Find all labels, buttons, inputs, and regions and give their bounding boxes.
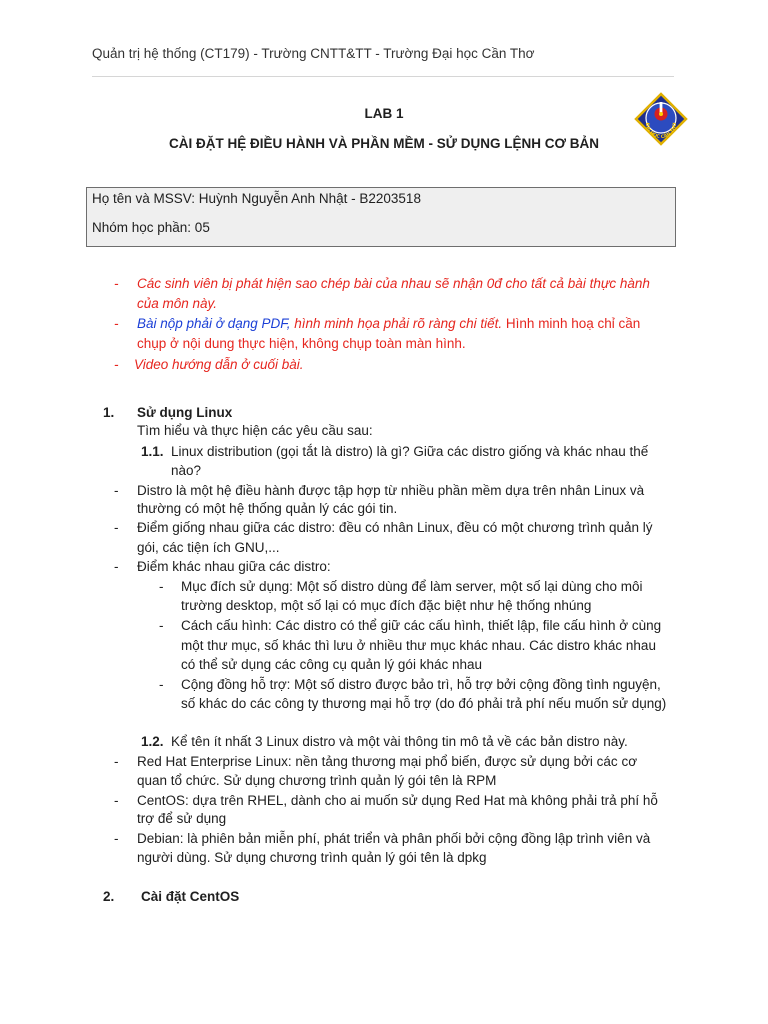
- bullet: -: [114, 831, 119, 846]
- bullet: -: [114, 483, 119, 498]
- header-divider: [92, 76, 674, 77]
- bullet: -: [114, 559, 119, 574]
- sub-bullet: -: [159, 579, 164, 594]
- sub-2-line-3: có thể sử dụng các công cụ quản lý gói khác nhau: [181, 657, 482, 672]
- question-1-1-line-2: nào?: [171, 463, 202, 478]
- answer-2-line-1: Điểm giống nhau giữa các distro: đều có nhân Linux, đều có một chương trình quản lý: [137, 520, 653, 535]
- question-1-2-number: 1.2.: [141, 734, 164, 749]
- distro-1-line-1: Red Hat Enterprise Linux: nền tảng thương mại phổ biến, được sử dụng bởi các cơ: [137, 754, 638, 769]
- lab-title: LAB 1: [364, 106, 404, 121]
- distro-2-line-1: CentOS: dựa trên RHEL, dành cho ai muốn sử dụng Red Hat mà không phải trả phí hỗ: [137, 793, 658, 808]
- answer-1-line-1: Distro là một hệ điều hành được tập hợp từ nhiều phần mềm dựa trên nhân Linux và: [137, 483, 645, 498]
- note-bullet: -: [114, 357, 119, 372]
- answer-3: Điểm khác nhau giữa các distro:: [137, 559, 331, 574]
- sub-2-line-1: Cách cấu hình: Các distro có thể giữ các cấu hình, thiết lập, file cấu hình ở cùng: [181, 618, 662, 633]
- answer-2-line-2: gói, các tiện ích GNU,...: [137, 540, 280, 555]
- question-1-1-line-1: Linux distribution (gọi tắt là distro) là gì? Giữa các distro giống và khác nhau thế: [171, 444, 649, 459]
- lab-subtitle: CÀI ĐẶT HỆ ĐIỀU HÀNH VÀ PHẦN MỀM - SỬ DỤNG LỆNH CƠ BẢN: [169, 136, 599, 151]
- question-1-2: Kể tên ít nhất 3 Linux distro và một vài thông tin mô tả về các bản distro này.: [171, 734, 628, 749]
- student-name: Họ tên và MSSV: Huỳnh Nguyễn Anh Nhật - B2203518: [92, 191, 421, 206]
- note-2-clarity: hình minh họa phải rõ ràng chi tiết.: [290, 316, 503, 331]
- section-2-title: Cài đặt CentOS: [141, 889, 240, 904]
- note-1-line-2: của môn này.: [137, 296, 218, 311]
- note-2-pdf: Bài nộp phải ở dạng PDF,: [137, 316, 291, 331]
- note-2-rest: Hình minh hoạ chỉ cần: [502, 316, 641, 331]
- note-2-line-2: chụp ở nội dung thực hiện, không chụp toàn màn hình.: [137, 336, 466, 351]
- student-info-box: [86, 187, 676, 247]
- sub-bullet: -: [159, 618, 164, 633]
- note-2-line-1: [137, 314, 640, 334]
- section-1-number: 1.: [103, 405, 115, 420]
- note-bullet: -: [114, 276, 119, 291]
- sub-3-line-1: Cộng đồng hỗ trợ: Một số distro được bảo trì, hỗ trợ bởi cộng đồng tình nguyện,: [181, 677, 661, 692]
- bullet: -: [114, 793, 119, 808]
- student-group: Nhóm học phần: 05: [92, 220, 210, 235]
- note-3: Video hướng dẫn ở cuối bài.: [134, 357, 304, 372]
- answer-1-line-2: thường có một hệ thống quản lý các gói tin.: [137, 501, 398, 516]
- note-1-line-1: Các sinh viên bị phát hiện sao chép bài của nhau sẽ nhận 0đ cho tất cả bài thực hành: [137, 276, 650, 291]
- sub-1-line-2: trường desktop, một số lại có mục đích đặc biệt như hệ thống nhúng: [181, 598, 592, 613]
- question-1-1-number: 1.1.: [141, 444, 164, 459]
- sub-2-line-2: một thư mục, số khác thì lưu ở nhiều thư mục khác nhau. Các distro khác nhau: [181, 638, 656, 653]
- sub-bullet: -: [159, 677, 164, 692]
- distro-3-line-2: người dùng. Sử dụng chương trình quản lý gói tên là dpkg: [137, 850, 487, 865]
- sub-1-line-1: Mục đích sử dụng: Một số distro dùng để làm server, một số lại dùng cho môi: [181, 579, 643, 594]
- section-2-number: 2.: [103, 889, 115, 904]
- distro-3-line-1: Debian: là phiên bản miễn phí, phát triển và phân phối bởi cộng đồng lập trình viên và: [137, 831, 651, 846]
- distro-1-line-2: quan tổ chức. Sử dụng chương trình quản lý gói tên là RPM: [137, 773, 497, 788]
- bullet: -: [114, 520, 119, 535]
- note-bullet: -: [114, 316, 119, 331]
- page-header: Quản trị hệ thống (CT179) - Trường CNTT&TT - Trường Đại học Cần Thơ: [92, 46, 535, 61]
- bullet: -: [114, 754, 119, 769]
- distro-2-line-2: trợ để sử dụng: [137, 811, 227, 826]
- sub-3-line-2: số khác do các công ty thương mại hỗ trợ (do đó phải trả phí nếu muốn sử dụng): [181, 696, 667, 711]
- section-1-title: Sử dụng Linux: [137, 405, 233, 420]
- section-1-intro: Tìm hiểu và thực hiện các yêu cầu sau:: [137, 423, 373, 438]
- logo-arc-text: ĐẠI HỌC CẦN THƠ: [643, 122, 679, 141]
